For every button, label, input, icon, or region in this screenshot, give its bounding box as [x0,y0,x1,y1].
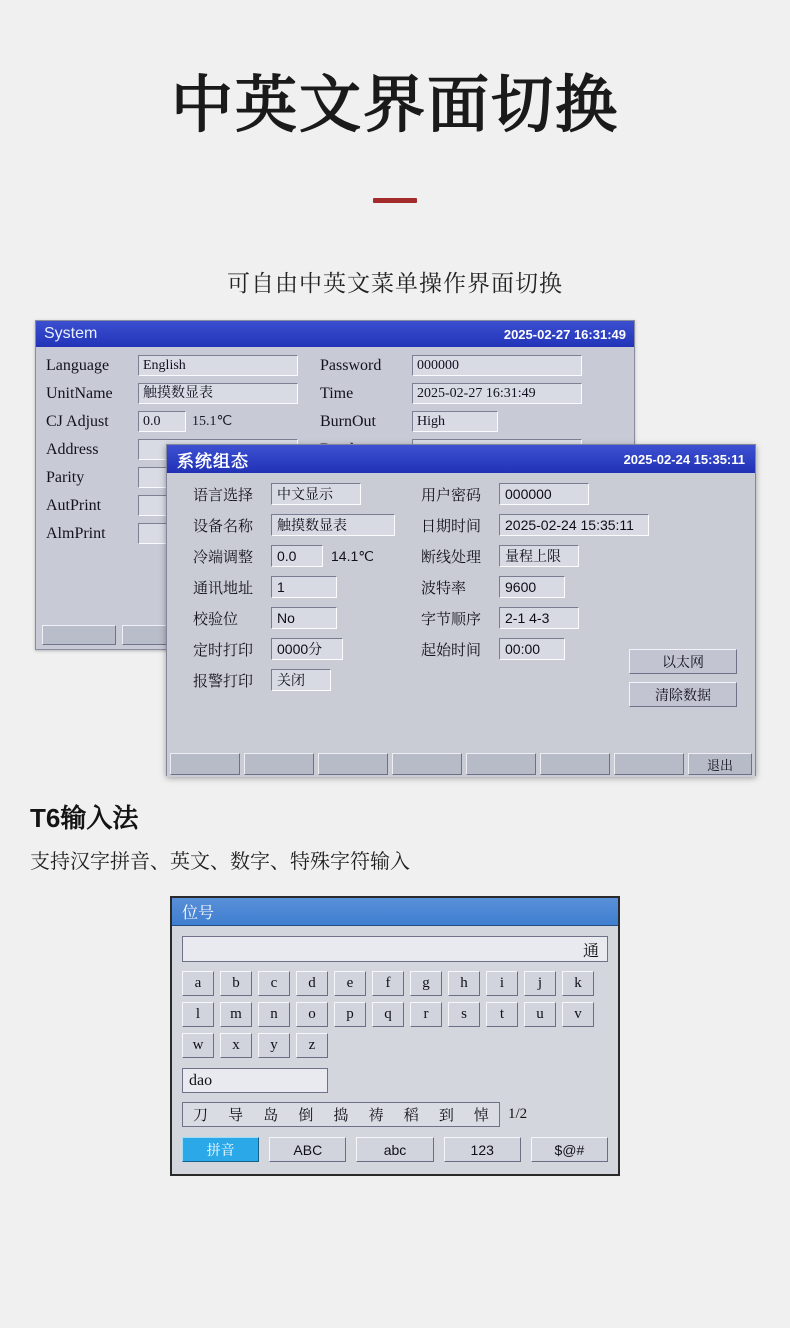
candidate-4[interactable]: 倒 [298,1107,314,1125]
key-w[interactable]: w [182,1033,214,1058]
label-burnout: BurnOut [320,412,376,430]
cj-adjust-reading: 15.1℃ [192,414,233,430]
field-language[interactable]: English [138,355,298,376]
field-parity-bit[interactable]: No [271,607,337,629]
label-parity: Parity [46,468,85,486]
label-alarm-print: 报警打印 [193,672,254,690]
candidate-list [182,1102,500,1127]
label-autprint: AutPrint [46,496,102,514]
label-language: Language [46,356,110,374]
clear-data-button[interactable]: 清除数据 [629,682,737,707]
label-cold-junction: 冷端调整 [193,548,254,566]
row-baud-rate [421,576,649,598]
exit-button[interactable]: 退出 [688,753,752,775]
label-language-select: 语言选择 [193,486,254,504]
mode-abc-lower[interactable]: abc [356,1137,433,1162]
label-time: Time [320,384,354,402]
divider [373,198,417,203]
candidate-1[interactable]: 刀 [193,1107,209,1125]
label-parity-bit: 校验位 [193,610,239,628]
row-parity-bit [193,607,395,629]
key-k[interactable]: k [562,971,594,996]
ime-keyboard [182,971,608,1058]
ime-window-title: 位号 [182,905,215,923]
english-titlebar [36,321,634,347]
key-l[interactable]: l [182,1002,214,1027]
candidate-5[interactable]: 捣 [333,1107,349,1125]
candidate-row [182,1102,608,1127]
mode-abc-upper[interactable]: ABC [269,1137,346,1162]
english-window-title: System [44,325,98,343]
ime-key-row-2 [182,1002,608,1027]
key-a[interactable]: a [182,971,214,996]
mode-numeric[interactable]: 123 [444,1137,521,1162]
chinese-footer-button-7[interactable] [614,753,684,775]
candidate-page-indicator: 1/2 [508,1106,528,1123]
label-datetime: 日期时间 [421,517,482,535]
cold-junction-reading: 14.1℃ [331,547,374,564]
candidate-7[interactable]: 稻 [403,1107,419,1125]
label-device-name: 设备名称 [193,517,254,535]
row-timed-print [193,638,395,660]
pinyin-input[interactable]: dao [182,1068,328,1093]
key-d[interactable]: d [296,971,328,996]
candidate-2[interactable]: 导 [228,1107,244,1125]
field-burnout[interactable]: High [412,411,498,432]
page-title: 中英文界面切换 [170,71,619,140]
mode-symbols[interactable]: $@# [531,1137,608,1162]
field-device-name[interactable]: 触摸数显表 [271,514,395,536]
row-datetime [421,514,649,536]
row-language-select [193,483,395,505]
field-baud-rate[interactable]: 9600 [499,576,565,598]
key-x[interactable]: x [220,1033,252,1058]
field-unitname[interactable]: 触摸数显表 [138,383,298,404]
field-cj-adjust[interactable]: 0.0 [138,411,186,432]
field-timed-print[interactable]: 0000分 [271,638,343,660]
ime-key-row-1 [182,971,608,996]
key-m[interactable]: m [220,1002,252,1027]
mode-pinyin[interactable]: 拼音 [182,1137,259,1162]
label-burnout-cn: 断线处理 [421,548,482,566]
field-cold-junction[interactable]: 0.0 [271,545,323,567]
key-c[interactable]: c [258,971,290,996]
field-alarm-print[interactable]: 关闭 [271,669,331,691]
key-v[interactable]: v [562,1002,594,1027]
ime-key-row-3 [182,1033,608,1058]
label-baud-rate: 波特率 [421,579,467,597]
chinese-footer-button-1[interactable] [170,753,240,775]
key-u[interactable]: u [524,1002,556,1027]
ime-body [172,926,618,1174]
key-r[interactable]: r [410,1002,442,1027]
key-q[interactable]: q [372,1002,404,1027]
row-comm-address [193,576,395,598]
key-e[interactable]: e [334,971,366,996]
field-user-password[interactable]: 000000 [499,483,589,505]
label-unitname: UnitName [46,384,113,402]
label-byte-order: 字节顺序 [421,610,482,628]
key-f[interactable]: f [372,971,404,996]
chinese-footer-button-5[interactable] [466,753,536,775]
label-address: Address [46,440,99,458]
candidate-3[interactable]: 岛 [263,1107,279,1125]
row-alarm-print [193,669,395,691]
label-cj-adjust: CJ Adjust [46,412,109,430]
key-o[interactable]: o [296,1002,328,1027]
row-device-name [193,514,395,536]
field-time[interactable]: 2025-02-27 16:31:49 [412,383,582,404]
chinese-titlebar [167,445,755,473]
label-comm-address: 通讯地址 [193,579,254,597]
key-z[interactable]: z [296,1033,328,1058]
label-password: Password [320,356,382,374]
chinese-side-buttons [629,649,737,707]
candidate-6[interactable]: 祷 [368,1107,384,1125]
key-i[interactable]: i [486,971,518,996]
t6-section-title: T6输入法 [30,803,139,834]
field-byte-order[interactable]: 2-1 4-3 [499,607,579,629]
english-footer-button-1[interactable] [42,625,116,645]
chinese-system-screen [166,444,756,776]
chinese-form [167,473,755,777]
chinese-left-column [193,483,395,691]
chinese-footer-bar [167,751,755,777]
chinese-footer-button-4[interactable] [392,753,462,775]
ime-text-input[interactable]: 通 [182,936,608,962]
key-p[interactable]: p [334,1002,366,1027]
ime-titlebar [172,898,618,926]
candidate-9[interactable]: 悼 [473,1107,489,1125]
row-start-time [421,638,649,660]
ethernet-button[interactable]: 以太网 [629,649,737,674]
ime-mode-row [182,1137,608,1162]
chinese-right-column [421,483,649,691]
screens-container [0,320,790,790]
key-y[interactable]: y [258,1033,290,1058]
t6-section-desc: 支持汉字拼音、英文、数字、特殊字符输入 [30,851,410,874]
row-burnout [421,545,649,567]
field-burnout-cn[interactable]: 量程上限 [499,545,579,567]
row-user-password [421,483,649,505]
key-b[interactable]: b [220,971,252,996]
ime-window [170,896,620,1176]
key-j[interactable]: j [524,971,556,996]
chinese-footer-button-2[interactable] [244,753,314,775]
row-cold-junction [193,545,395,567]
field-language-select[interactable]: 中文显示 [271,483,361,505]
chinese-footer-button-6[interactable] [540,753,610,775]
chinese-datetime: 2025-02-24 15:35:11 [623,451,745,467]
field-start-time[interactable]: 00:00 [499,638,565,660]
chinese-footer-button-3[interactable] [318,753,388,775]
label-timed-print: 定时打印 [193,641,254,659]
label-almprint: AlmPrint [46,524,106,542]
english-datetime: 2025-02-27 16:31:49 [503,326,626,342]
key-n[interactable]: n [258,1002,290,1027]
key-h[interactable]: h [448,971,480,996]
page-subtitle: 可自由中英文菜单操作界面切换 [227,270,563,297]
label-start-time: 起始时间 [421,641,482,659]
key-g[interactable]: g [410,971,442,996]
key-s[interactable]: s [448,1002,480,1027]
key-t[interactable]: t [486,1002,518,1027]
field-password[interactable]: 000000 [412,355,582,376]
field-comm-address[interactable]: 1 [271,576,337,598]
candidate-8[interactable]: 到 [438,1107,454,1125]
row-byte-order [421,607,649,629]
label-user-password: 用户密码 [421,486,482,504]
field-datetime[interactable]: 2025-02-24 15:35:11 [499,514,649,536]
chinese-window-title: 系统组态 [177,451,249,471]
